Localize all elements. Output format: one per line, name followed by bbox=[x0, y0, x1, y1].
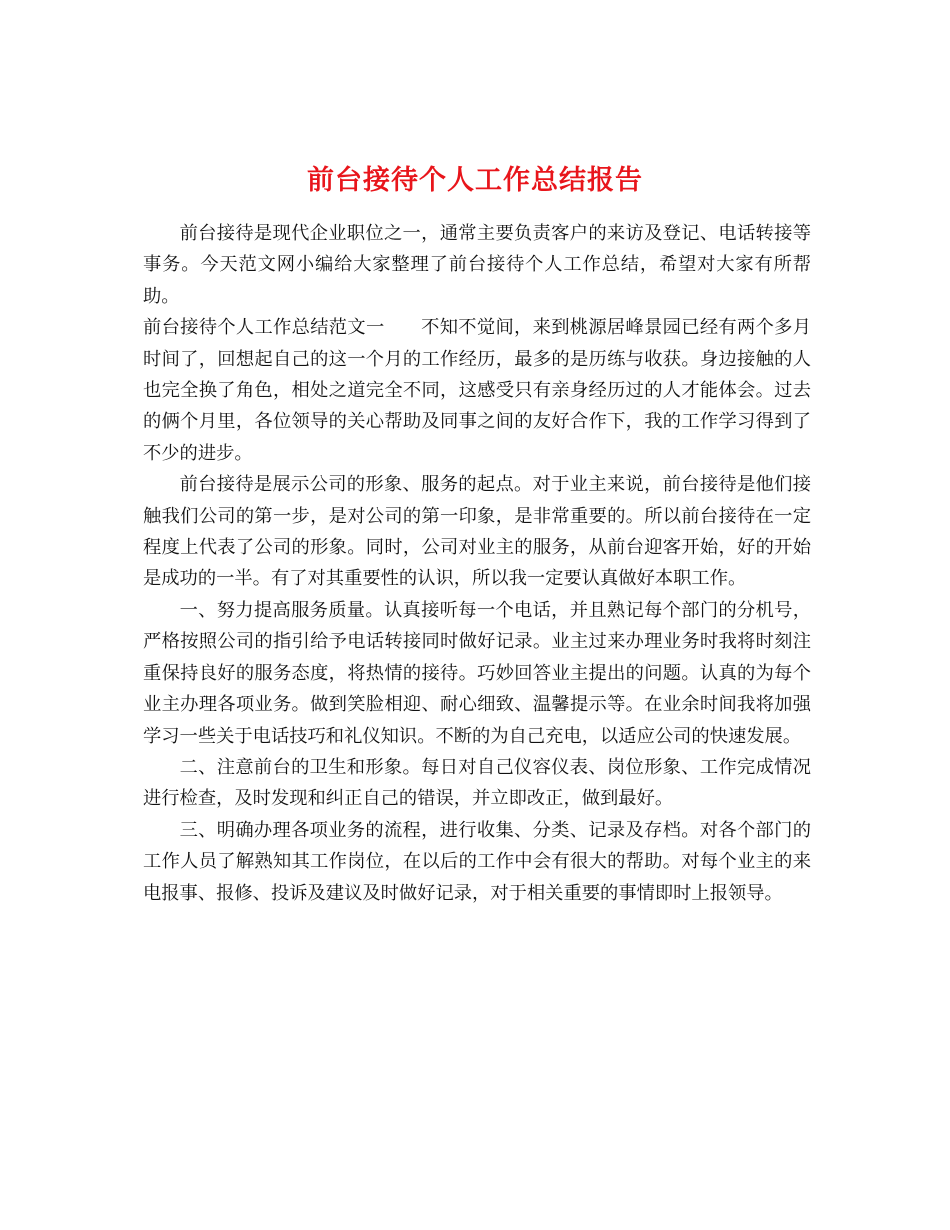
body-paragraph: 三、明确办理各项业务的流程，进行收集、分类、记录及存档。对各个部门的工作人员了解熟知其工作岗位，在以后的工作中会有很大的帮助。对每个业主的来电报事、报修、投诉及建议及时做好记录，对于相关重要的事情即时上报领导。 bbox=[143, 819, 811, 904]
document-body bbox=[143, 218, 811, 909]
sample-text: 不知不觉间，来到桃源居峰景园已经有两个多月时间了，回想起自己的这一个月的工作经历，最多的是历练与收获。身边接触的人也完全换了角色，相处之道完全不同，这感受只有亲身经历过的人才能体会。过去的俩个月里，各位领导的关心帮助及同事之间的友好合作下，我的工作学习得到了不少的进步。 bbox=[143, 317, 812, 464]
sample-heading: 前台接待个人工作总结范文一 bbox=[143, 317, 385, 339]
intro-paragraph: 前台接待是现代企业职位之一，通常主要负责客户的来访及登记、电话转接等事务。今天范文网小编给大家整理了前台接待个人工作总结，希望对大家有所帮助。 bbox=[143, 223, 811, 307]
body-paragraph: 一、努力提高服务质量。认真接听每一个电话，并且熟记每个部门的分机号，严格按照公司的指引给予电话转接同时做好记录。业主过来办理业务时我将时刻注重保持良好的服务态度，将热情的接待。巧妙回答业主提出的问题。认真的为每个业主办理各项业务。做到笑脸相迎、耐心细致、温馨提示等。在业余时间我将加强学习一些关于电话技巧和礼仪知识。不断的为自己充电，以适应公司的快速发展。 bbox=[143, 599, 811, 747]
body-paragraph: 前台接待是展示公司的形象、服务的起点。对于业主来说，前台接待是他们接触我们公司的第一步，是对公司的第一印象，是非常重要的。所以前台接待在一定程度上代表了公司的形象。同时，公司对业主的服务，从前台迎客开始，好的开始是成功的一半。有了对其重要性的认识，所以我一定要认真做好本职工作。 bbox=[143, 474, 811, 590]
document-title: 前台接待个人工作总结报告 bbox=[307, 165, 643, 197]
sample-paragraph bbox=[143, 312, 811, 469]
body-paragraph: 二、注意前台的卫生和形象。每日对自己仪容仪表、岗位形象、工作完成情况进行检查，及时发现和纠正自己的错误，并立即改正，做到最好。 bbox=[143, 756, 811, 810]
